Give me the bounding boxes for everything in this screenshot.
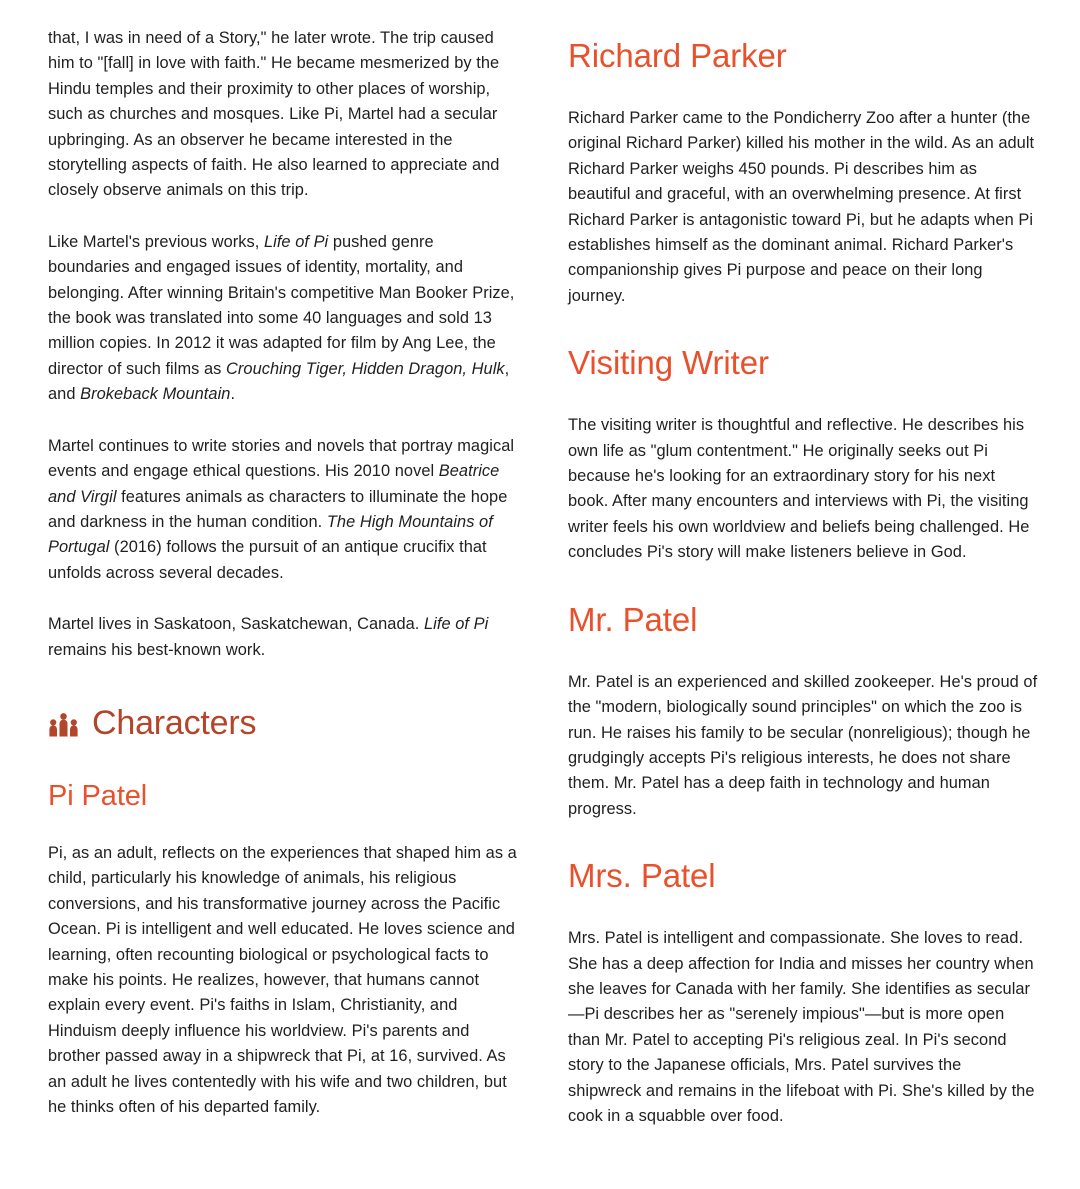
character-heading-mrs-patel: Mrs. Patel [568, 857, 716, 895]
left-column [48, 26, 518, 1120]
character-heading-mr-patel: Mr. Patel [568, 600, 698, 638]
paragraph-martel-trip: that, I was in need of a Story," he later wrote. The trip caused him to "[fall] in love with faith." He became mesmerized by the Hindu temples and their proximity to other places of worship, such as churches and mosques. Like Pi, Martel had a secular upbringing. As an observer he became interested in the storytelling aspects of faith. He also learned to appreciate and closely observe animals on this trip. [48, 29, 500, 200]
character-description-mr-patel: Mr. Patel is an experienced and skilled zookeeper. He's proud of the "modern, biologically sound principles" on which the zoo is run. He raises his family to be secular (nonreligious); though he grudgingly accepts Pi's religious interests, he does not share them. Mr. Patel has a deep faith in technology and human progress. [568, 672, 1038, 818]
two-column-layout [48, 26, 1044, 1129]
character-description-richard-parker: Richard Parker came to the Pondicherry Zoo after a hunter (the original Richard Parker) killed his mother in the wild. As an adult Richard Parker weighs 450 pounds. Pi describes him as beautiful and graceful, with an overwhelming presence. At first Richard Parker is antagonistic toward Pi, but he adapts when Pi establishes himself as the dominant animal. Richard Parker's companionship gives Pi purpose and peace on their long journey. [568, 109, 1035, 305]
section-heading-characters [48, 701, 518, 745]
character-block-visiting-writer [568, 341, 1038, 565]
people-group-icon [48, 712, 79, 738]
character-description-visiting-writer: The visiting writer is thoughtful and reflective. He describes his own life as "glum contentment." He originally seeks out Pi because he's looking for an extraordinary story for his next book. After many encounters and interviews with Pi, the visiting writer feels his own worldview and beliefs being challenged. He concludes Pi's story will make listeners believe in God. [568, 416, 1030, 562]
paragraph-continues-writing: Martel continues to write stories and novels that portray magical events and engage ethical questions. His 2010 novel Beatrice and Virgil features animals as characters to illuminate the hope and darkness in the human condition. The High Mountains of Portugal (2016) follows the pursuit of an antique crucifix that unfolds across several decades. [48, 436, 515, 582]
paragraph-genre-boundaries: Like Martel's previous works, Life of Pi pushed genre boundaries and engaged issues of identity, mortality, and belonging. After winning Britain's competitive Man Booker Prize, the book was translated into some 40 languages and sold 13 million copies. In 2012 it was adapted for film by Ang Lee, the director of such films as Crouching Tiger, Hidden Dragon, Hulk, and Brokeback Mountain. [48, 232, 515, 404]
character-block-pi-patel [48, 777, 518, 1120]
character-block-richard-parker [568, 34, 1038, 309]
character-heading-pi-patel: Pi Patel [48, 779, 148, 812]
character-heading-richard-parker: Richard Parker [568, 37, 787, 74]
character-block-mr-patel [568, 598, 1038, 822]
paragraph-saskatoon: Martel lives in Saskatoon, Saskatchewan, Canada. Life of Pi remains his best-known work. [48, 615, 489, 659]
section-heading-label: Characters [92, 703, 257, 742]
character-heading-visiting-writer: Visiting Writer [568, 344, 769, 382]
character-description-mrs-patel: Mrs. Patel is intelligent and compassionate. She loves to read. She has a deep affection for India and misses her country when she leaves for Canada with her family. She identifies as secular—Pi describes her as "serenely impious"—but is more open than Mr. Patel to accepting Pi's religious zeal. In Pi's second story to the Japanese officials, Mrs. Patel survives the shipwreck and remains in the lifeboat with Pi. She's killed by the cook in a squabble over food. [568, 929, 1035, 1125]
right-column [568, 26, 1038, 1129]
character-description-pi-patel: Pi, as an adult, reflects on the experiences that shaped him as a child, particularly his knowledge of animals, his religious conversions, and his transformative journey across the Pacific Ocean. Pi is intelligent and well educated. He loves science and learning, often recounting biological or psychological facts to make his points. He realizes, however, that humans cannot explain every event. Pi's faiths in Islam, Christianity, and Hinduism deeply influence his worldview. Pi's parents and brother passed away in a shipwreck that Pi, at 16, survived. As an adult he lives contentedly with his wife and two children, but he thinks often of his departed family. [48, 843, 517, 1116]
character-block-mrs-patel [568, 854, 1038, 1129]
